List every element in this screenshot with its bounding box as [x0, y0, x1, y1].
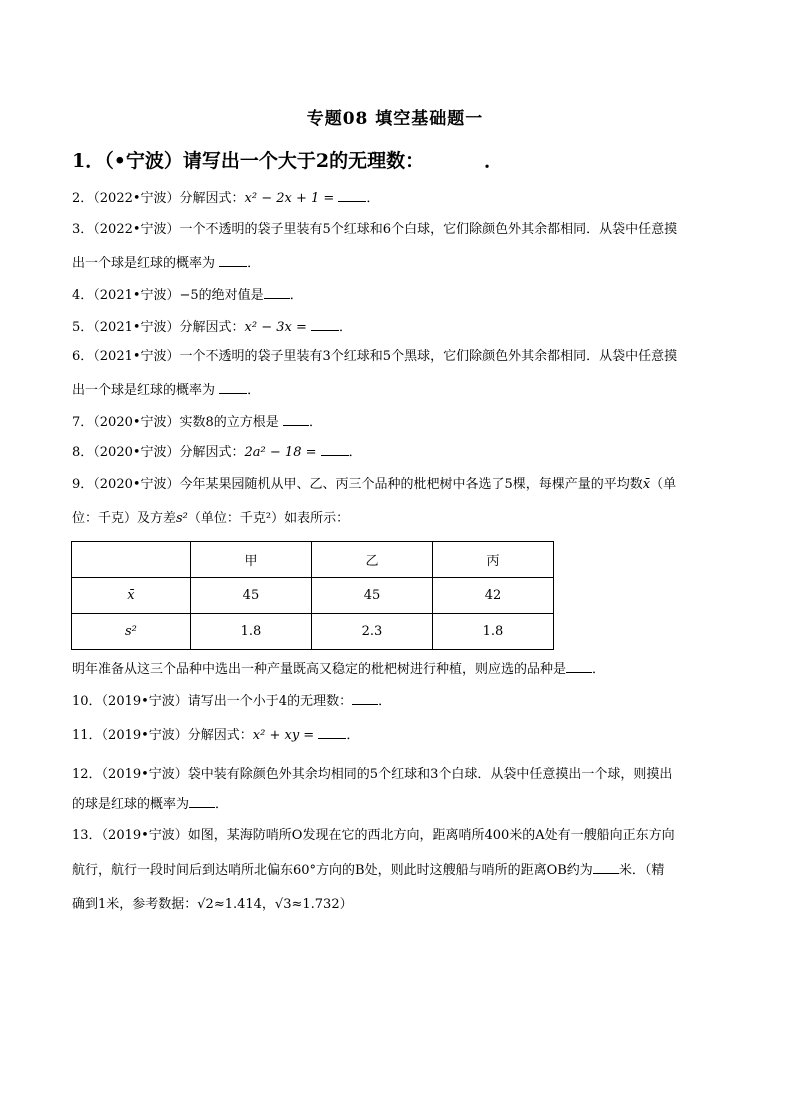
question-9-line-1: 9．（2020•宁波）今年某果园随机从甲、乙、丙三个品种的枇杷树中各选了5棵，每棵产量的平均数x̄（单	[72, 477, 677, 492]
table-header-cell: 乙	[311, 542, 432, 578]
answer-blank	[352, 692, 378, 705]
question-13-line-2: 航行，航行一段时间后到达哨所北偏东60°方向的B处，则此时这艘船与哨所的距离OB约为 米．（精	[72, 863, 665, 878]
table-cell: 1.8	[432, 614, 553, 650]
table-cell	[72, 542, 191, 578]
question-3-line-1: 3．（2022•宁波）一个不透明的袋子里装有5个红球和6个白球，它们除颜色外其余都相同．从袋中任意摸	[72, 222, 678, 237]
answer-blank	[566, 660, 592, 673]
variance-symbol: s²	[176, 511, 188, 526]
question-11: 11．（2019•宁波）分解因式：x² + xy = ．	[72, 728, 360, 743]
answer-blank	[219, 254, 247, 267]
question-8: 8．（2020•宁波）分解因式：2a² − 18 = ．	[72, 445, 362, 460]
table-row	[72, 578, 554, 614]
page-title: 专题08 填空基础题一	[306, 109, 484, 129]
row-label: s²	[72, 614, 191, 650]
table-cell: 1.8	[190, 614, 311, 650]
math-expression: x² − 2x + 1 =	[244, 191, 339, 206]
row-label: x̄	[72, 578, 191, 614]
question-6-line-1: 6．（2021•宁波）一个不透明的袋子里装有3个红球和5个黑球，它们除颜色外其余都相同．从袋中任意摸	[72, 349, 678, 364]
table-header-cell: 丙	[432, 542, 553, 578]
question-12-line-1: 12．（2019•宁波）袋中装有除颜色外其余均相同的5个红球和3个白球．从袋中任意摸出一个球，则摸出	[72, 767, 673, 782]
answer-blank	[311, 318, 339, 331]
question-9-line-3: 明年准备从这三个品种中选出一种产量既高又稳定的枇杷树进行种植，则应选的品种是 ．	[72, 662, 606, 677]
math-expression: x² + xy =	[252, 728, 319, 743]
data-table	[71, 541, 554, 650]
answer-blank	[338, 189, 366, 202]
question-10: 10．（2019•宁波）请写出一个小于4的无理数： ．	[72, 694, 392, 709]
table-row	[72, 614, 554, 650]
question-13-line-3: 确到1米，参考数据：√2≈1.414，√3≈1.732）	[72, 897, 353, 912]
answer-blank	[321, 443, 349, 456]
table-cell: 2.3	[311, 614, 432, 650]
question-12-line-2: 的球是红球的概率为 ．	[72, 797, 229, 812]
answer-blank	[593, 861, 619, 874]
math-expression: 2a² − 18 =	[244, 445, 321, 460]
math-expression: x² − 3x =	[244, 320, 311, 335]
question-9-line-2: 位：千克）及方差s²（单位：千克²）如表所示：	[72, 511, 350, 526]
question-2: 2．（2022•宁波）分解因式：x² − 2x + 1 = ．	[72, 191, 380, 206]
question-6-line-2: 出一个球是红球的概率为 ．	[72, 383, 261, 398]
question-5: 5．（2021•宁波）分解因式：x² − 3x = ．	[72, 320, 353, 335]
mean-symbol: x̄	[642, 477, 651, 492]
table-cell: 45	[190, 578, 311, 614]
table-cell: 42	[432, 578, 553, 614]
answer-blank	[283, 413, 309, 426]
question-7: 7．（2020•宁波）实数8的立方根是 ．	[72, 415, 322, 430]
answer-blank	[264, 286, 290, 299]
table-header-cell: 甲	[190, 542, 311, 578]
question-1: 1．（•宁波）请写出一个大于2的无理数： ．	[72, 150, 504, 172]
answer-blank	[189, 795, 215, 808]
answer-blank	[318, 726, 346, 739]
question-1-text: 1．（•宁波）请写出一个大于2的无理数：	[72, 150, 425, 172]
question-13-line-1: 13．（2019•宁波）如图，某海防哨所O发现在它的西北方向，距离哨所400米的A处有一艘船向正东方向	[72, 828, 675, 843]
table-cell: 45	[311, 578, 432, 614]
question-4: 4．（2021•宁波）−5的绝对值是 ．	[72, 288, 303, 303]
table-header-row	[72, 542, 554, 578]
question-3-line-2: 出一个球是红球的概率为 ．	[72, 256, 261, 271]
answer-blank	[219, 381, 247, 394]
